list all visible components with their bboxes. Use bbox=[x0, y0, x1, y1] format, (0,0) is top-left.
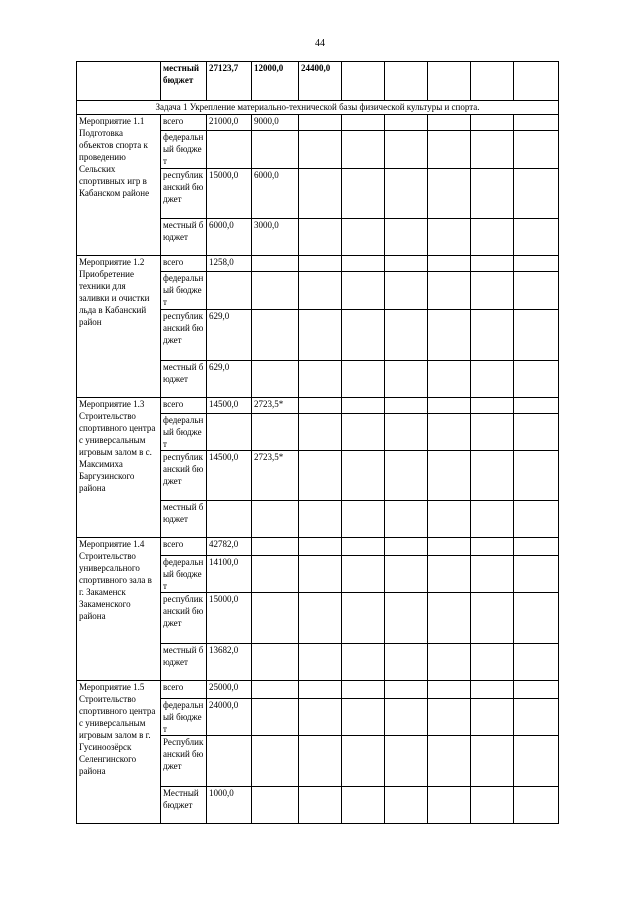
amount-cell bbox=[252, 131, 299, 169]
amount-cell bbox=[252, 310, 299, 361]
empty-cell bbox=[299, 451, 342, 501]
empty-cell bbox=[342, 256, 385, 272]
measure-name: Мероприятие 1.3 Строительство спортивного центра с универсальным игровым залом в с. Максимиха Баргузинского района bbox=[77, 398, 161, 538]
amount-cell bbox=[252, 538, 299, 556]
empty-cell bbox=[385, 414, 428, 451]
task-row bbox=[77, 101, 559, 115]
amount-cell: 2723,5* bbox=[252, 451, 299, 501]
empty-cell bbox=[299, 699, 342, 736]
amount-cell: 15000,0 bbox=[207, 593, 252, 644]
funding-source: Местный бюджет bbox=[161, 787, 207, 824]
empty-cell bbox=[299, 787, 342, 824]
empty-cell bbox=[342, 699, 385, 736]
amount-cell: 42782,0 bbox=[207, 538, 252, 556]
funding-source: всего bbox=[161, 115, 207, 131]
empty-cell bbox=[428, 115, 471, 131]
empty-cell bbox=[471, 556, 514, 593]
empty-cell bbox=[385, 398, 428, 414]
amount-cell: 24000,0 bbox=[207, 699, 252, 736]
empty-cell bbox=[299, 169, 342, 219]
amount-cell bbox=[252, 556, 299, 593]
empty-cell bbox=[342, 451, 385, 501]
empty-cell bbox=[342, 501, 385, 538]
amount-cell: 6000,0 bbox=[252, 169, 299, 219]
funding-source: всего bbox=[161, 681, 207, 699]
empty-cell bbox=[342, 736, 385, 787]
funding-source: всего bbox=[161, 538, 207, 556]
funding-source: местный бюджет bbox=[161, 361, 207, 398]
measure-name: Мероприятие 1.2 Приобретение техники для заливки и очистки льда в Кабанский район bbox=[77, 256, 161, 398]
empty-cell bbox=[471, 62, 514, 101]
empty-cell bbox=[342, 219, 385, 256]
empty-cell bbox=[428, 272, 471, 310]
empty-cell bbox=[385, 169, 428, 219]
empty-cell bbox=[342, 681, 385, 699]
empty-cell bbox=[471, 256, 514, 272]
amount-cell bbox=[207, 131, 252, 169]
header-row bbox=[77, 62, 559, 101]
empty-cell bbox=[342, 115, 385, 131]
empty-cell bbox=[471, 644, 514, 681]
funding-source: республиканский бюджет bbox=[161, 310, 207, 361]
empty-cell bbox=[428, 169, 471, 219]
funding-source: местный бюджет bbox=[161, 501, 207, 538]
table-row bbox=[77, 256, 559, 272]
amount-cell: 14100,0 bbox=[207, 556, 252, 593]
empty-cell bbox=[514, 115, 559, 131]
amount-cell: 629,0 bbox=[207, 361, 252, 398]
empty-cell bbox=[342, 310, 385, 361]
task-title: Задача 1 Укрепление материально-технической базы физической культуры и спорта. bbox=[77, 101, 559, 115]
empty-cell bbox=[428, 398, 471, 414]
empty-cell bbox=[385, 361, 428, 398]
funding-source: федеральный бюджет bbox=[161, 699, 207, 736]
header-name-cell bbox=[77, 62, 161, 101]
empty-cell bbox=[471, 310, 514, 361]
amount-cell bbox=[252, 414, 299, 451]
table-row bbox=[77, 681, 559, 699]
funding-source: федеральный бюджет bbox=[161, 556, 207, 593]
empty-cell bbox=[385, 272, 428, 310]
empty-cell bbox=[428, 501, 471, 538]
empty-cell bbox=[514, 538, 559, 556]
empty-cell bbox=[471, 115, 514, 131]
empty-cell bbox=[342, 62, 385, 101]
empty-cell bbox=[428, 310, 471, 361]
empty-cell bbox=[428, 699, 471, 736]
empty-cell bbox=[342, 556, 385, 593]
amount-cell: 629,0 bbox=[207, 310, 252, 361]
empty-cell bbox=[514, 699, 559, 736]
empty-cell bbox=[342, 593, 385, 644]
empty-cell bbox=[471, 451, 514, 501]
empty-cell bbox=[342, 644, 385, 681]
amount-cell: 9000,0 bbox=[252, 115, 299, 131]
empty-cell bbox=[514, 361, 559, 398]
empty-cell bbox=[428, 414, 471, 451]
empty-cell bbox=[428, 256, 471, 272]
amount-cell bbox=[252, 681, 299, 699]
measure-name: Мероприятие 1.4 Строительство универсального спортивного зала в г. Закаменск Закаменского района bbox=[77, 538, 161, 681]
amount-cell: 21000,0 bbox=[207, 115, 252, 131]
empty-cell bbox=[342, 787, 385, 824]
budget-table bbox=[76, 61, 559, 824]
empty-cell bbox=[471, 736, 514, 787]
amount-cell bbox=[252, 644, 299, 681]
empty-cell bbox=[385, 62, 428, 101]
empty-cell bbox=[299, 115, 342, 131]
amount-cell bbox=[252, 256, 299, 272]
empty-cell bbox=[428, 131, 471, 169]
empty-cell bbox=[299, 272, 342, 310]
empty-cell bbox=[299, 538, 342, 556]
table-row bbox=[77, 115, 559, 131]
empty-cell bbox=[514, 256, 559, 272]
empty-cell bbox=[385, 256, 428, 272]
empty-cell bbox=[385, 699, 428, 736]
empty-cell bbox=[428, 556, 471, 593]
empty-cell bbox=[471, 593, 514, 644]
empty-cell bbox=[299, 256, 342, 272]
empty-cell bbox=[471, 501, 514, 538]
funding-source: федеральный бюджет bbox=[161, 272, 207, 310]
empty-cell bbox=[342, 398, 385, 414]
funding-source: местный бюджет bbox=[161, 219, 207, 256]
empty-cell bbox=[514, 169, 559, 219]
amount-cell: 14500,0 bbox=[207, 451, 252, 501]
empty-cell bbox=[385, 538, 428, 556]
empty-cell bbox=[385, 593, 428, 644]
amount-cell bbox=[252, 593, 299, 644]
empty-cell bbox=[299, 681, 342, 699]
empty-cell bbox=[471, 699, 514, 736]
empty-cell bbox=[342, 414, 385, 451]
empty-cell bbox=[514, 501, 559, 538]
amount-cell: 2723,5* bbox=[252, 398, 299, 414]
empty-cell bbox=[342, 361, 385, 398]
empty-cell bbox=[385, 219, 428, 256]
empty-cell bbox=[471, 538, 514, 556]
empty-cell bbox=[385, 556, 428, 593]
empty-cell bbox=[428, 644, 471, 681]
empty-cell bbox=[514, 556, 559, 593]
empty-cell bbox=[342, 538, 385, 556]
amount-cell bbox=[207, 736, 252, 787]
empty-cell bbox=[428, 681, 471, 699]
empty-cell bbox=[471, 169, 514, 219]
funding-source: республиканский бюджет bbox=[161, 169, 207, 219]
empty-cell bbox=[514, 787, 559, 824]
empty-cell bbox=[299, 361, 342, 398]
amount-cell bbox=[207, 501, 252, 538]
empty-cell bbox=[385, 681, 428, 699]
funding-source: Республиканский бюджет bbox=[161, 736, 207, 787]
empty-cell bbox=[299, 398, 342, 414]
empty-cell bbox=[299, 644, 342, 681]
header-value-cell: 27123,7 bbox=[207, 62, 252, 101]
empty-cell bbox=[385, 115, 428, 131]
empty-cell bbox=[428, 736, 471, 787]
amount-cell: 14500,0 bbox=[207, 398, 252, 414]
empty-cell bbox=[299, 556, 342, 593]
empty-cell bbox=[299, 131, 342, 169]
empty-cell bbox=[385, 131, 428, 169]
amount-cell bbox=[252, 736, 299, 787]
empty-cell bbox=[299, 219, 342, 256]
empty-cell bbox=[471, 787, 514, 824]
empty-cell bbox=[385, 451, 428, 501]
empty-cell bbox=[385, 787, 428, 824]
empty-cell bbox=[471, 219, 514, 256]
amount-cell: 15000,0 bbox=[207, 169, 252, 219]
empty-cell bbox=[385, 501, 428, 538]
empty-cell bbox=[514, 681, 559, 699]
empty-cell bbox=[471, 681, 514, 699]
funding-source: местный бюджет bbox=[161, 644, 207, 681]
empty-cell bbox=[299, 414, 342, 451]
amount-cell bbox=[252, 787, 299, 824]
amount-cell: 1258,0 bbox=[207, 256, 252, 272]
table-row bbox=[77, 398, 559, 414]
amount-cell: 3000,0 bbox=[252, 219, 299, 256]
measure-name: Мероприятие 1.5 Строительство спортивного центра с универсальным игровым залом в г. Гусиноозёрск Селенгинского района bbox=[77, 681, 161, 824]
empty-cell bbox=[471, 414, 514, 451]
empty-cell bbox=[514, 451, 559, 501]
empty-cell bbox=[471, 361, 514, 398]
amount-cell bbox=[252, 501, 299, 538]
amount-cell: 13682,0 bbox=[207, 644, 252, 681]
table-row bbox=[77, 538, 559, 556]
empty-cell bbox=[428, 538, 471, 556]
amount-cell bbox=[252, 361, 299, 398]
empty-cell bbox=[428, 787, 471, 824]
amount-cell: 25000,0 bbox=[207, 681, 252, 699]
page-number: 44 bbox=[315, 38, 325, 49]
amount-cell: 1000,0 bbox=[207, 787, 252, 824]
funding-source: федеральный бюджет bbox=[161, 414, 207, 451]
header-value-cell: 12000,0 bbox=[252, 62, 299, 101]
empty-cell bbox=[428, 361, 471, 398]
empty-cell bbox=[428, 451, 471, 501]
empty-cell bbox=[428, 593, 471, 644]
empty-cell bbox=[514, 219, 559, 256]
empty-cell bbox=[514, 644, 559, 681]
empty-cell bbox=[514, 272, 559, 310]
empty-cell bbox=[471, 272, 514, 310]
empty-cell bbox=[514, 414, 559, 451]
empty-cell bbox=[299, 310, 342, 361]
amount-cell: 6000,0 bbox=[207, 219, 252, 256]
empty-cell bbox=[514, 593, 559, 644]
empty-cell bbox=[514, 131, 559, 169]
funding-source: республиканский бюджет bbox=[161, 451, 207, 501]
measure-name: Мероприятие 1.1 Подготовка объектов спорта к проведению Сельских спортивных игр в Кабанском районе bbox=[77, 115, 161, 256]
empty-cell bbox=[471, 398, 514, 414]
empty-cell bbox=[299, 736, 342, 787]
amount-cell bbox=[252, 272, 299, 310]
empty-cell bbox=[428, 62, 471, 101]
funding-source: всего bbox=[161, 256, 207, 272]
empty-cell bbox=[428, 219, 471, 256]
empty-cell bbox=[342, 169, 385, 219]
empty-cell bbox=[514, 62, 559, 101]
empty-cell bbox=[514, 398, 559, 414]
empty-cell bbox=[385, 736, 428, 787]
amount-cell bbox=[207, 272, 252, 310]
header-value-cell: 24400,0 bbox=[299, 62, 342, 101]
funding-source: республиканский бюджет bbox=[161, 593, 207, 644]
funding-source: всего bbox=[161, 398, 207, 414]
empty-cell bbox=[342, 131, 385, 169]
empty-cell bbox=[299, 593, 342, 644]
amount-cell bbox=[207, 414, 252, 451]
funding-source: федеральный бюджет bbox=[161, 131, 207, 169]
amount-cell bbox=[252, 699, 299, 736]
empty-cell bbox=[385, 644, 428, 681]
header-source-cell: местный бюджет bbox=[161, 62, 207, 101]
empty-cell bbox=[385, 310, 428, 361]
empty-cell bbox=[299, 501, 342, 538]
empty-cell bbox=[342, 272, 385, 310]
empty-cell bbox=[514, 310, 559, 361]
empty-cell bbox=[471, 131, 514, 169]
empty-cell bbox=[514, 736, 559, 787]
